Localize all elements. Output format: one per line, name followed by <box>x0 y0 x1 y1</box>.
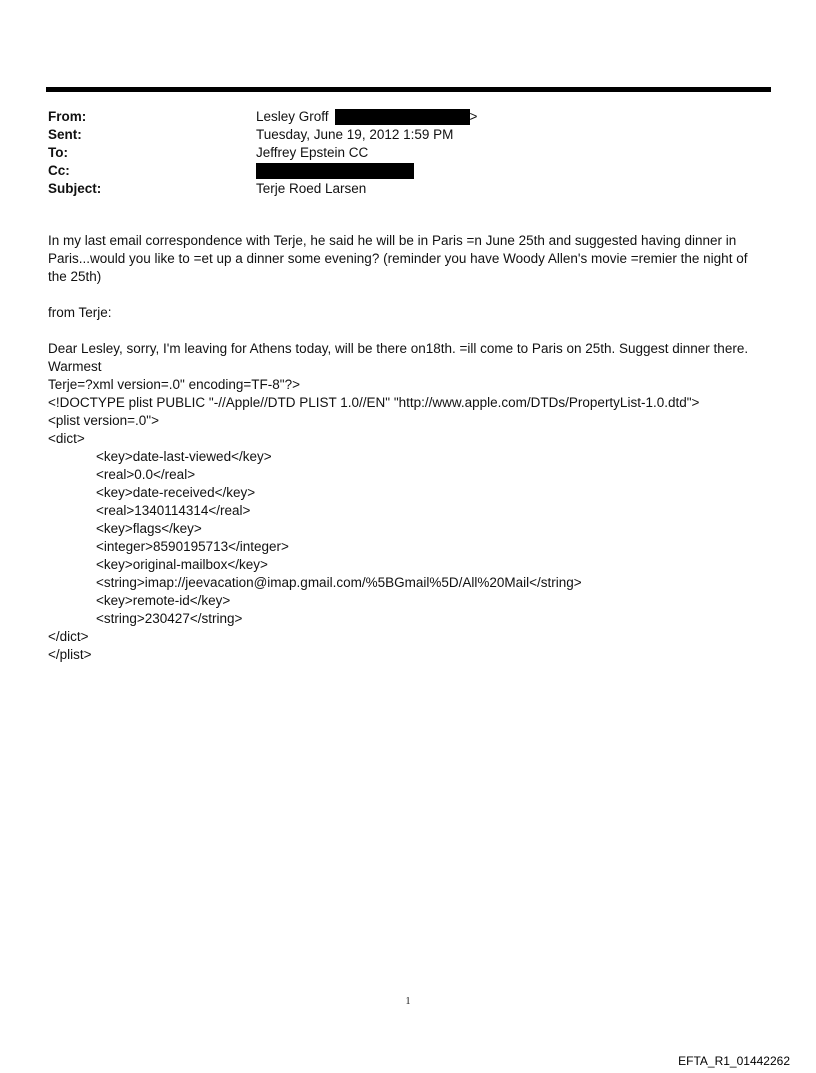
subject-value: Terje Roed Larsen <box>256 181 367 196</box>
header-rule <box>46 87 771 92</box>
sent-row <box>48 126 768 144</box>
email-header <box>48 108 768 198</box>
xml-line: <!DOCTYPE plist PUBLIC "-//Apple//DTD PLIST 1.0//EN" "http://www.apple.com/DTDs/PropertyList-1.0.dtd"> <box>48 395 700 410</box>
xml-line: <key>date-last-viewed</key> <box>96 449 272 464</box>
subject-row <box>48 180 768 198</box>
cc-value-wrap <box>256 162 414 180</box>
cc-label: Cc: <box>48 163 70 178</box>
cc-row <box>48 162 768 180</box>
xml-line: </dict> <box>48 629 89 644</box>
body-paragraph: Dear Lesley, sorry, I'm leaving for Athens today, will be there on18th. =ill come to Paris on 25th. Suggest dinner there. <box>48 341 749 356</box>
redaction-bar <box>335 109 470 125</box>
xml-line: <key>date-received</key> <box>96 485 256 500</box>
xml-line: </plist> <box>48 647 92 662</box>
redaction-bar <box>256 163 414 179</box>
from-suffix: > <box>469 109 478 124</box>
xml-line: <real>0.0</real> <box>96 467 196 482</box>
to-row <box>48 144 768 162</box>
xml-line: <integer>8590195713</integer> <box>96 539 289 554</box>
subject-label: Subject: <box>48 181 102 196</box>
page-number: 1 <box>405 996 411 1007</box>
from-label: From: <box>48 109 87 124</box>
xml-line: <key>flags</key> <box>96 521 202 536</box>
xml-line: Terje=?xml version=.0" encoding=TF-8"?> <box>48 377 300 392</box>
xml-line: <real>1340114314</real> <box>96 503 251 518</box>
xml-line: <key>original-mailbox</key> <box>96 557 268 572</box>
from-value-wrap <box>256 108 477 126</box>
body-paragraph: from Terje: <box>48 305 112 320</box>
to-label: To: <box>48 145 68 160</box>
xml-line: <string>imap://jeevacation@imap.gmail.com/%5BGmail%5D/All%20Mail</string> <box>96 575 582 590</box>
email-body <box>48 232 768 664</box>
xml-line: <key>remote-id</key> <box>96 593 231 608</box>
sent-value: Tuesday, June 19, 2012 1:59 PM <box>256 127 454 142</box>
to-value: Jeffrey Epstein CC <box>256 145 369 160</box>
xml-line: <plist version=.0"> <box>48 413 159 428</box>
xml-line: <dict> <box>48 431 85 446</box>
sent-label: Sent: <box>48 127 82 142</box>
document-id: EFTA_R1_01442262 <box>678 1054 790 1068</box>
closing-line: Warmest <box>48 359 102 374</box>
from-value: Lesley Groff <box>256 109 329 124</box>
body-paragraph: In my last email correspondence with Terje, he said he will be in Paris =n June 25th and suggested having dinner in Paris...would you like to =et up a dinner some evening? (reminder you have Woody Allen's movie =remier the night of the 25th) <box>48 233 748 284</box>
from-row <box>48 108 768 126</box>
xml-line: <string>230427</string> <box>96 611 243 626</box>
